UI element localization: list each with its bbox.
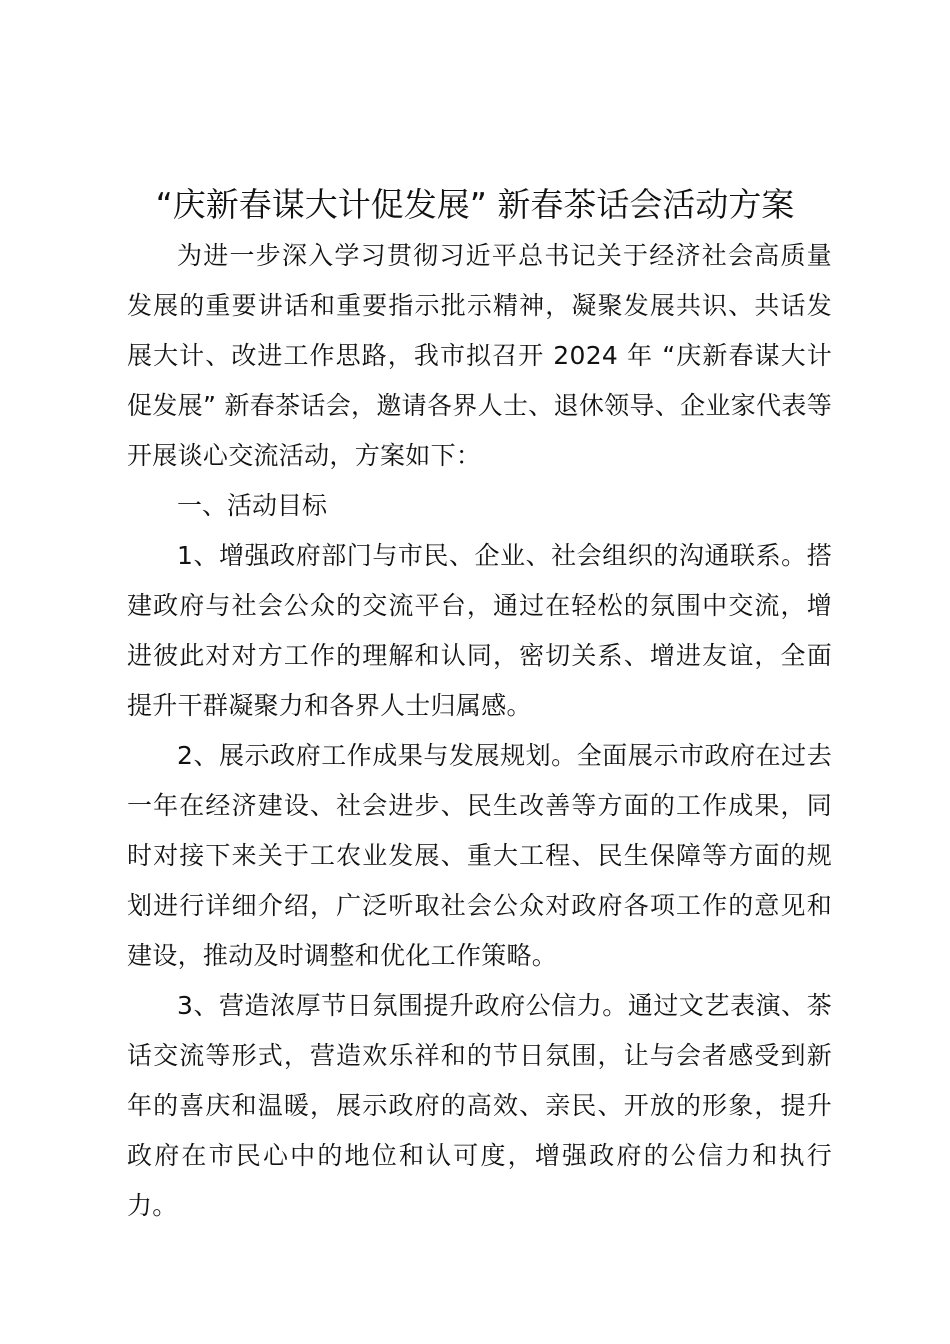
intro-paragraph: 为进一步深入学习贯彻习近平总书记关于经济社会高质量发展的重要讲话和重要指示批示精神，凝聚发展共识、共话发展大计、改进工作思路，我市拟召开 2024 年 “庆新春谋大计促发展” 新春茶话会，邀请各界人士、退休领导、企业家代表等开展谈心交流活动，方案如下：: [127, 241, 832, 470]
document-title: “庆新春谋大计促发展” 新春茶话会活动方案: [155, 185, 795, 224]
document-body: [127, 231, 832, 1231]
goal-paragraph-1: 1、增强政府部门与市民、企业、社会组织的沟通联系。搭建政府与社会公众的交流平台，通过在轻松的氛围中交流，增进彼此对对方工作的理解和认同，密切关系、增进友谊，全面提升干群凝聚力和各界人士归属感。: [127, 541, 832, 720]
section-heading-goals: 一、活动目标: [177, 491, 328, 520]
goal-paragraph-3: 3、营造浓厚节日氛围提升政府公信力。通过文艺表演、茶话交流等形式，营造欢乐祥和的节日氛围，让与会者感受到新年的喜庆和温暖，展示政府的高效、亲民、开放的形象，提升政府在市民心中的地位和认可度，增强政府的公信力和执行力。: [127, 991, 832, 1220]
goal-paragraph-2: 2、展示政府工作成果与发展规划。全面展示市政府在过去一年在经济建设、社会进步、民生改善等方面的工作成果，同时对接下来关于工农业发展、重大工程、民生保障等方面的规划进行详细介绍，广泛听取社会公众对政府各项工作的意见和建设，推动及时调整和优化工作策略。: [127, 741, 832, 970]
